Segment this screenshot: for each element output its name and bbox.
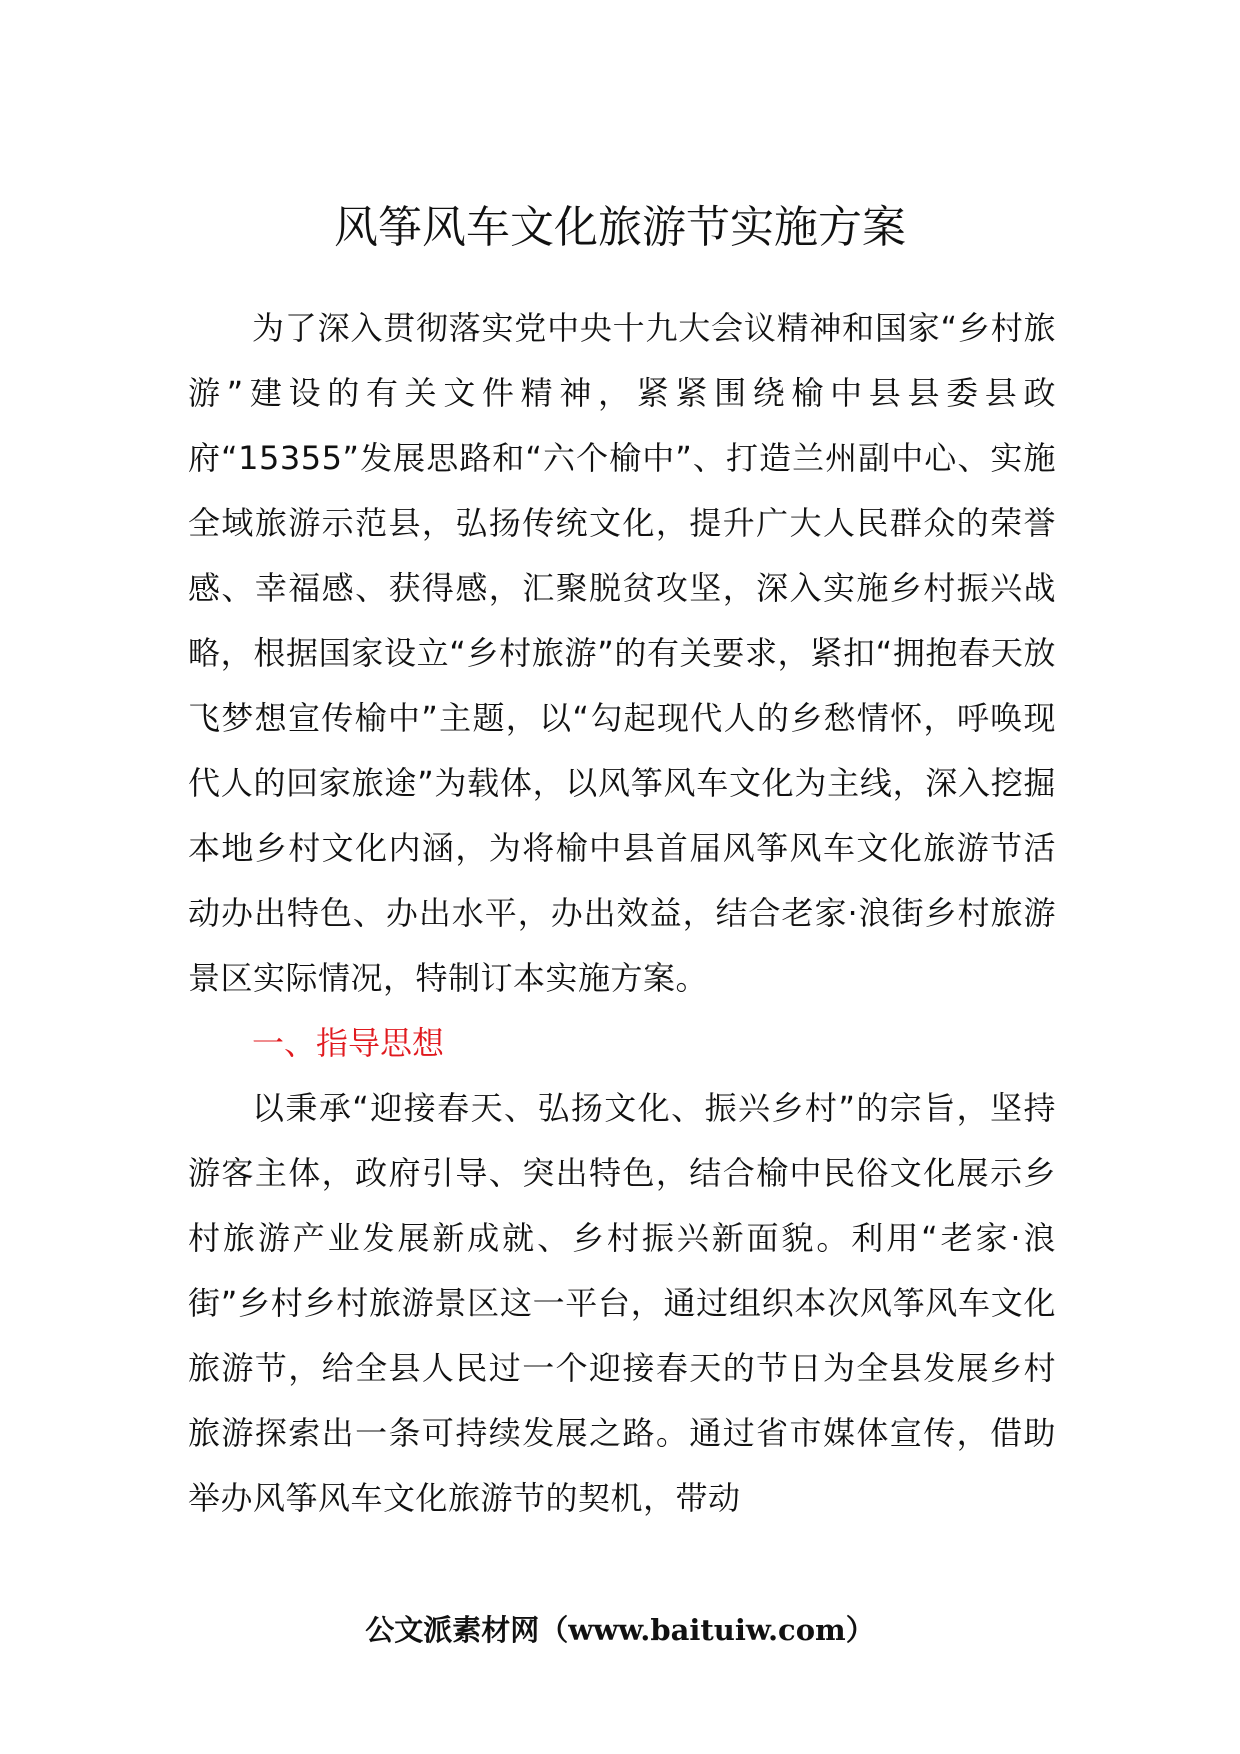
document-body <box>188 296 1056 1531</box>
footer-watermark: 公文派素材网（www.baituiw.com） <box>365 1613 875 1647</box>
section-paragraph-guiding-ideology: 以秉承“迎接春天、弘扬文化、振兴乡村”的宗旨，坚持游客主体，政府引导、突出特色，结合榆中民俗文化展示乡村旅游产业发展新成就、乡村振兴新面貌。利用“老家·浪街”乡村乡村旅游景区这一平台，通过组织本次风筝风车文化旅游节，给全县人民过一个迎接春天的节日为全县发展乡村旅游探索出一条可持续发展之路。通过省市媒体宣传，借助举办风筝风车文化旅游节的契机，带动 <box>188 1089 1056 1517</box>
intro-paragraph: 为了深入贯彻落实党中央十九大会议精神和国家“乡村旅游”建设的有关文件精神，紧紧围绕榆中县县委县政府“15355”发展思路和“六个榆中”、打造兰州副中心、实施全域旅游示范县，弘扬传统文化，提升广大人民群众的荣誉感、幸福感、获得感，汇聚脱贫攻坚，深入实施乡村振兴战略，根据国家设立“乡村旅游”的有关要求，紧扣“拥抱春天放飞梦想宣传榆中”主题，以“勾起现代人的乡愁情怀，呼唤现代人的回家旅途”为载体，以风筝风车文化为主线，深入挖掘本地乡村文化内涵，为将榆中县首届风筝风车文化旅游节活动办出特色、办出水平，办出效益，结合老家·浪街乡村旅游景区实际情况，特制订本实施方案。 <box>188 309 1056 997</box>
section-heading-guiding-ideology: 一、指导思想 <box>252 1024 445 1062</box>
document-title: 风筝风车文化旅游节实施方案 <box>334 202 906 253</box>
